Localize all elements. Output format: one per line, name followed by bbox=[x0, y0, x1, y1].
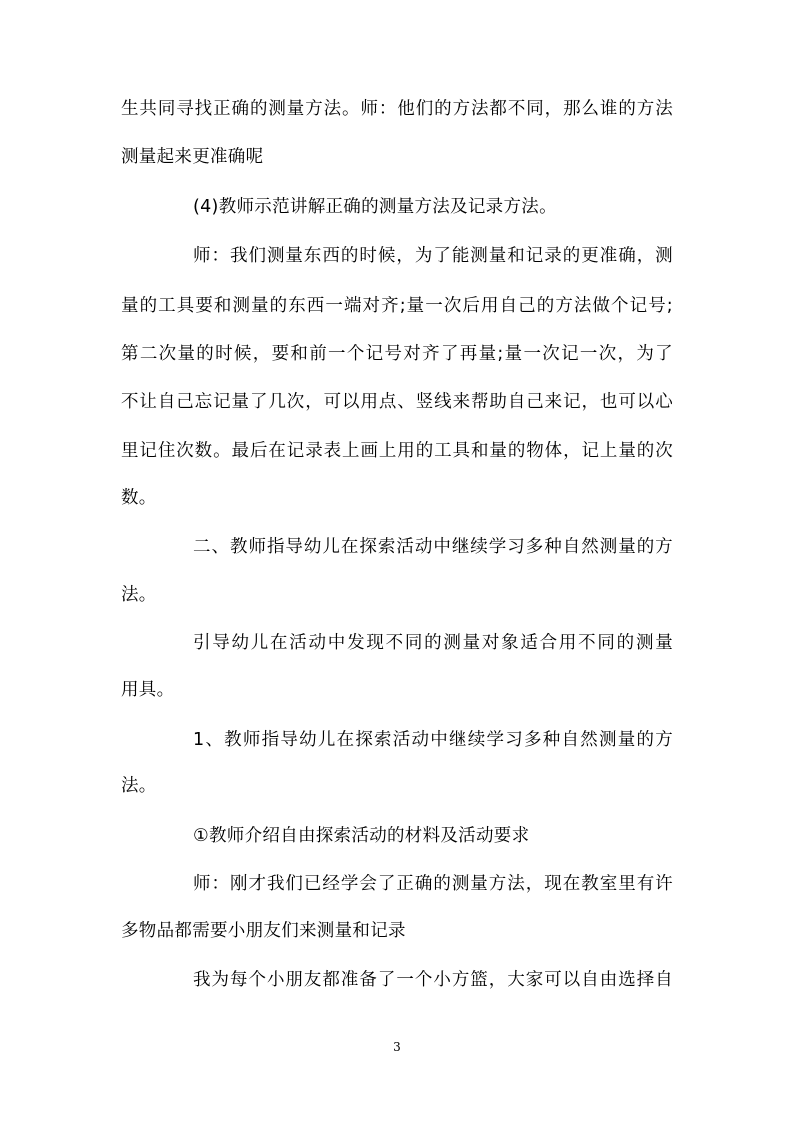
page-number: 3 bbox=[393, 1040, 401, 1054]
text-line: 引导幼儿在活动中发现不同的测量对象适合用不同的测量 bbox=[193, 633, 673, 653]
text-line: 第二次量的时候，要和前一个记号对齐了再量;量一次记一次，为了 bbox=[121, 344, 673, 364]
text-line: 不让自己忘记量了几次，可以用点、竖线来帮助自己来记，也可以心 bbox=[121, 392, 673, 412]
text-line: 量的工具要和测量的东西一端对齐;量一次后用自己的方法做个记号; bbox=[121, 296, 673, 316]
text-line: 法。 bbox=[121, 776, 157, 796]
text-line: 法。 bbox=[121, 585, 157, 605]
text-line: 师：我们测量东西的时候，为了能测量和记录的更准确，测 bbox=[193, 246, 673, 266]
text-line: 测量起来更准确呢 bbox=[121, 147, 264, 167]
text-line: 生共同寻找正确的测量方法。师：他们的方法都不同，那么谁的方法 bbox=[121, 99, 673, 119]
text-line: 师：刚才我们已经学会了正确的测量方法，现在教室里有许 bbox=[193, 874, 673, 894]
text-line: ①教师介绍自由探索活动的材料及活动要求 bbox=[193, 826, 530, 846]
text-line: 数。 bbox=[121, 488, 157, 508]
text-line: 里记住次数。最后在记录表上画上用的工具和量的物体，记上量的次 bbox=[121, 441, 673, 461]
text-line: 二、教师指导幼儿在探索活动中继续学习多种自然测量的方 bbox=[193, 537, 673, 557]
text-line: 多物品都需要小朋友们来测量和记录 bbox=[121, 921, 406, 941]
text-line: 我为每个小朋友都准备了一个小方篮，大家可以自由选择自 bbox=[193, 970, 673, 990]
text-line: 用具。 bbox=[121, 680, 175, 700]
text-line: 1、教师指导幼儿在探索活动中继续学习多种自然测量的方 bbox=[193, 730, 673, 750]
text-line: (4)教师示范讲解正确的测量方法及记录方法。 bbox=[193, 197, 557, 217]
